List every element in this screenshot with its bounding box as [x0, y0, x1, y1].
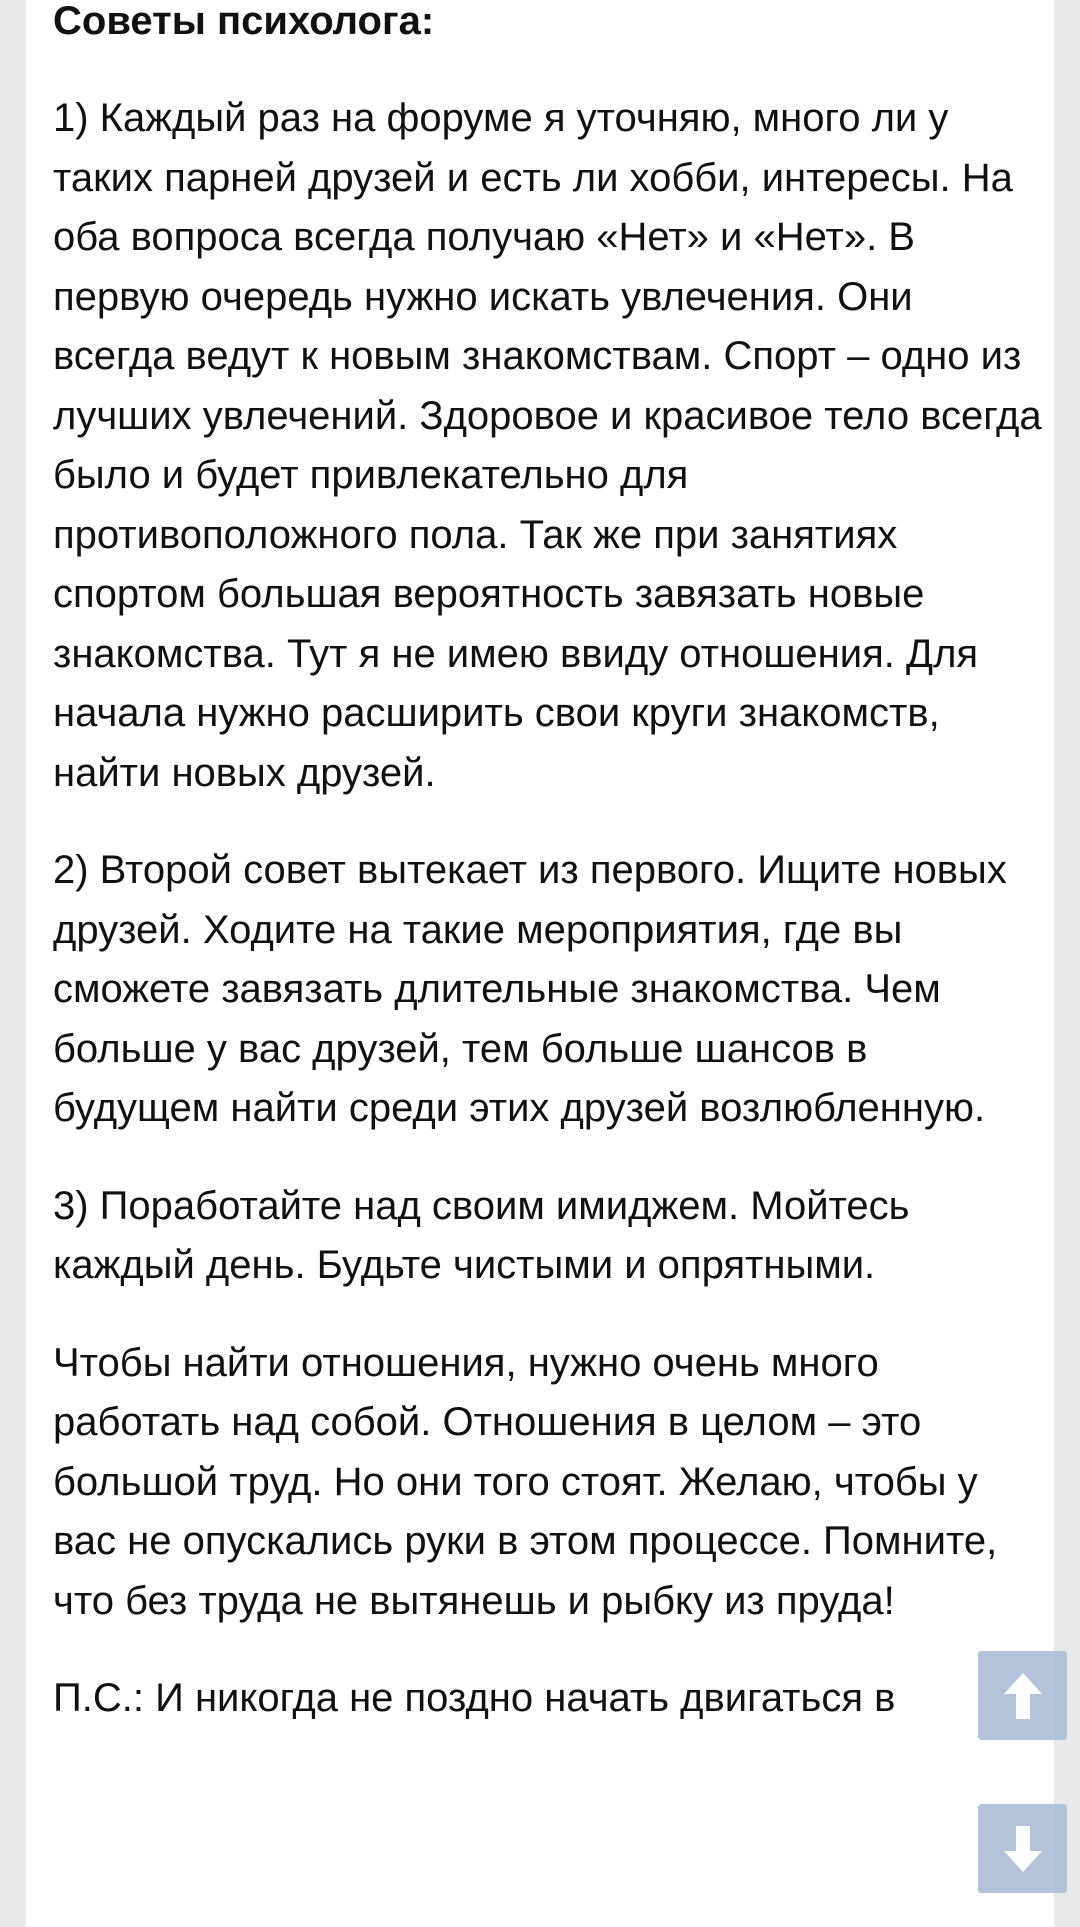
paragraph-3: 3) Поработайте над своим имиджем. Мойтесь каждый день. Будьте чистыми и опрятными.: [53, 1183, 910, 1287]
article-body: [53, 0, 1043, 1729]
page-content: [26, 0, 1054, 1927]
arrow-down-icon: [1001, 1823, 1045, 1875]
scroll-to-top-button[interactable]: [978, 1651, 1067, 1740]
paragraph-2: 2) Второй совет вытекает из первого. Ищите новых друзей. Ходите на такие мероприятия, где вы сможете завязать длительные знакомства. Чем больше у вас друзей, тем больше шансов в будущем найти среди этих друзей возлюбленную.: [53, 848, 1007, 1130]
arrow-up-icon: [1001, 1670, 1045, 1722]
paragraph-5: П.С.: И никогда не поздно начать двигаться в: [53, 1676, 896, 1720]
paragraph-4: Чтобы найти отношения, нужно очень много работать над собой. Отношения в целом – это большой труд. Но они того стоят. Желаю, чтобы у вас не опускались руки в этом процессе. Помните, что без труда не вытянешь и рыбку из пруда!: [53, 1340, 998, 1623]
paragraph-1: 1) Каждый раз на форуме я уточняю, много ли у таких парней друзей и есть ли хобби, интересы. На оба вопроса всегда получаю «Нет» и «Нет». В первую очередь нужно искать увлечения. Они всегда ведут к новым знакомствам. Спорт – одно из лучших увлечений. Здоровое и красивое тело всегда было и будет привлекательно для противоположного пола. Так же при занятиях спортом большая вероятность завязать новые знакомства. Тут я не имею ввиду отношения. Для начала нужно расширить свои круги знакомств, найти новых друзей.: [53, 96, 1042, 795]
scroll-to-bottom-button[interactable]: [978, 1804, 1067, 1893]
section-heading: Советы психолога:: [53, 0, 435, 43]
